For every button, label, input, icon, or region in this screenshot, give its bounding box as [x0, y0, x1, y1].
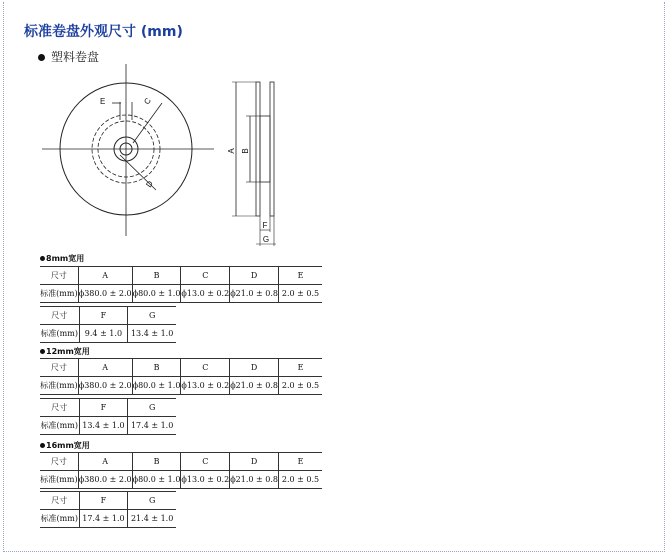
label-G: G: [262, 235, 270, 244]
value-cell: ϕ380.0 ± 2.0: [78, 285, 132, 303]
header-cell: F: [79, 492, 128, 510]
header-cell: 尺寸: [40, 453, 78, 471]
table-row: [40, 285, 322, 303]
header-cell: B: [132, 359, 181, 377]
value-cell: 13.4 ± 1.0: [79, 417, 128, 435]
header-cell: D: [230, 359, 279, 377]
page-title: 标准卷盘外观尺寸 (mm): [24, 24, 183, 40]
section-heading-8mm: [40, 253, 84, 264]
value-cell: 13.4 ± 1.0: [128, 325, 176, 343]
table-row: [40, 325, 176, 343]
header-cell: D: [230, 453, 279, 471]
row-label-cell: 标准(mm): [40, 285, 78, 303]
value-cell: 21.4 ± 1.0: [128, 510, 176, 528]
reel-front-view: [42, 64, 214, 236]
header-cell: C: [181, 453, 230, 471]
row-label-cell: 标准(mm): [40, 325, 79, 343]
value-cell: 9.4 ± 1.0: [79, 325, 128, 343]
spec-table-fg-16mm: [40, 491, 176, 528]
value-cell: ϕ380.0 ± 2.0: [78, 471, 132, 489]
label-B: B: [241, 148, 250, 154]
row-label-cell: 标准(mm): [40, 417, 79, 435]
value-cell: 2.0 ± 0.5: [278, 377, 322, 395]
header-cell: 尺寸: [40, 359, 78, 377]
value-cell: 17.4 ± 1.0: [79, 510, 128, 528]
spec-table-main-12mm: [40, 358, 322, 395]
header-cell: A: [78, 267, 132, 285]
header-cell: E: [278, 359, 322, 377]
header-cell: G: [128, 307, 176, 325]
label-E: E: [100, 97, 106, 106]
value-cell: ϕ80.0 ± 1.0: [132, 471, 181, 489]
label-F: F: [262, 221, 268, 230]
spec-table-fg-12mm: [40, 398, 176, 435]
header-cell: E: [278, 267, 322, 285]
reel-drawing: [0, 0, 669, 250]
row-label-cell: 标准(mm): [40, 510, 79, 528]
value-cell: 2.0 ± 0.5: [278, 471, 322, 489]
header-cell: E: [278, 453, 322, 471]
value-cell: ϕ13.0 ± 0.2: [181, 377, 230, 395]
value-cell: ϕ80.0 ± 1.0: [132, 285, 181, 303]
header-cell: C: [181, 267, 230, 285]
header-cell: D: [230, 267, 279, 285]
hub-section: [260, 116, 270, 182]
value-cell: ϕ380.0 ± 2.0: [78, 377, 132, 395]
bullet-icon: [40, 256, 45, 261]
value-cell: ϕ13.0 ± 0.2: [181, 285, 230, 303]
header-cell: 尺寸: [40, 492, 79, 510]
subtitle-text: 塑料卷盘: [51, 50, 100, 64]
row-label-cell: 标准(mm): [40, 377, 78, 395]
value-cell: ϕ21.0 ± 0.8: [230, 285, 279, 303]
label-C: C: [142, 96, 153, 107]
value-cell: ϕ21.0 ± 0.8: [230, 471, 279, 489]
header-cell: F: [79, 307, 128, 325]
spec-table-main-8mm: [40, 266, 322, 303]
table-row: [40, 510, 176, 528]
spec-table-main-16mm: [40, 452, 322, 489]
section-heading-12mm: [40, 346, 90, 357]
header-cell: G: [128, 492, 176, 510]
value-cell: ϕ80.0 ± 1.0: [132, 377, 181, 395]
value-cell: ϕ13.0 ± 0.2: [181, 471, 230, 489]
value-cell: ϕ21.0 ± 0.8: [230, 377, 279, 395]
section-heading-text: 16mm宽用: [46, 441, 90, 450]
table-row: [40, 471, 322, 489]
row-label-cell: 标准(mm): [40, 471, 78, 489]
table-row: [40, 307, 176, 325]
header-cell: A: [78, 359, 132, 377]
header-cell: A: [78, 453, 132, 471]
header-cell: 尺寸: [40, 307, 79, 325]
table-row: [40, 492, 176, 510]
table-row: [40, 359, 322, 377]
label-A: A: [227, 148, 236, 154]
table-row: [40, 267, 322, 285]
reel-side-view: [227, 82, 276, 246]
label-D: D: [144, 179, 155, 190]
spec-table-fg-8mm: [40, 306, 176, 343]
header-cell: 尺寸: [40, 267, 78, 285]
header-cell: F: [79, 399, 128, 417]
section-heading-text: 12mm宽用: [46, 347, 90, 356]
value-cell: 17.4 ± 1.0: [128, 417, 176, 435]
header-cell: C: [181, 359, 230, 377]
table-row: [40, 399, 176, 417]
header-cell: B: [132, 267, 181, 285]
table-row: [40, 453, 322, 471]
header-cell: 尺寸: [40, 399, 79, 417]
header-cell: G: [128, 399, 176, 417]
bullet-icon: [40, 443, 45, 448]
section-heading-16mm: [40, 440, 90, 451]
value-cell: 2.0 ± 0.5: [278, 285, 322, 303]
right-flange: [270, 82, 274, 216]
table-row: [40, 417, 176, 435]
table-row: [40, 377, 322, 395]
section-heading-text: 8mm宽用: [46, 254, 85, 263]
header-cell: B: [132, 453, 181, 471]
left-flange: [256, 82, 260, 216]
bullet-icon: [40, 349, 45, 354]
